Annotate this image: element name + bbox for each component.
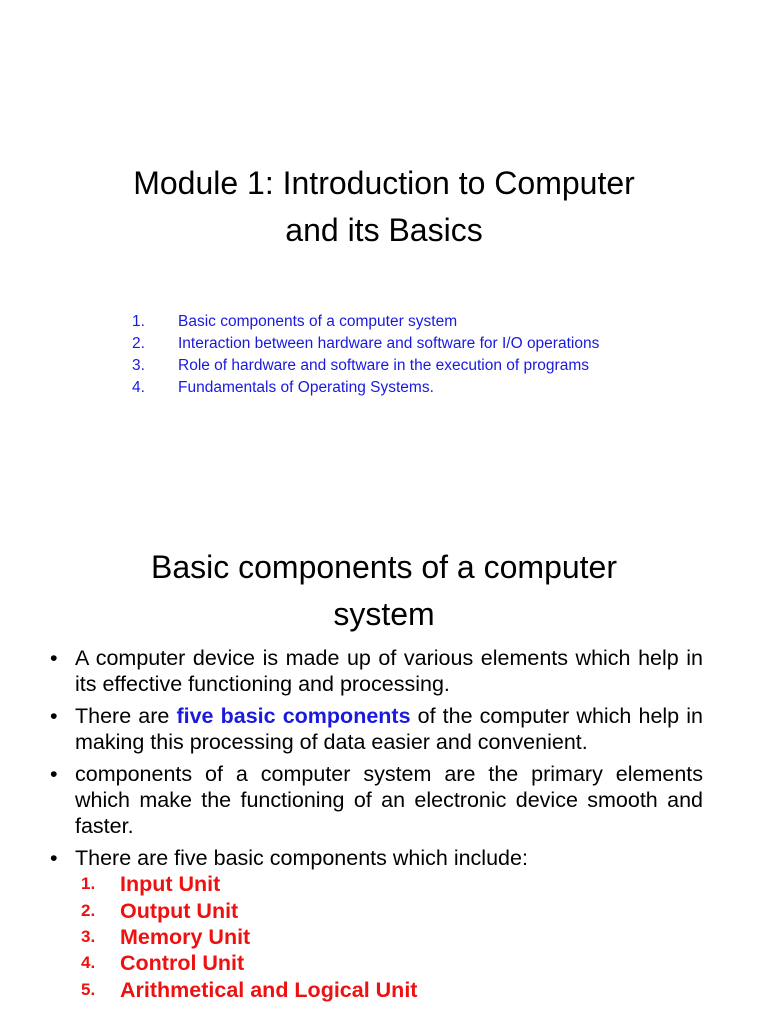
component-number: 3. bbox=[81, 927, 96, 947]
component-number: 5. bbox=[81, 979, 96, 999]
bullet-text: There are five basic components which include: bbox=[75, 845, 528, 870]
bullet-list bbox=[50, 645, 703, 1008]
component-item bbox=[75, 871, 703, 897]
topic-item bbox=[132, 334, 622, 354]
topic-item bbox=[132, 356, 622, 376]
component-label: Output Unit bbox=[120, 898, 239, 923]
component-list bbox=[75, 871, 703, 1003]
bullet-emphasis: five basic components bbox=[176, 703, 411, 728]
component-item bbox=[75, 977, 703, 1003]
bullet-dot-icon: • bbox=[50, 761, 58, 786]
slide-2-title-line-2: system bbox=[333, 596, 435, 632]
component-number: 4. bbox=[81, 953, 96, 973]
topic-text: Fundamentals of Operating Systems. bbox=[178, 379, 434, 396]
component-label: Input Unit bbox=[120, 872, 221, 897]
topic-text: Basic components of a computer system bbox=[178, 313, 458, 330]
bullet-item bbox=[50, 761, 703, 840]
bullet-dot-icon: • bbox=[50, 845, 58, 870]
bullet-item bbox=[50, 845, 703, 1003]
topic-number: 4. bbox=[132, 379, 145, 396]
slide-1-title-line-1: Module 1: Introduction to Computer bbox=[133, 165, 635, 201]
topic-number: 3. bbox=[132, 357, 145, 374]
bullet-text-pre: There are bbox=[75, 703, 177, 728]
bullet-text: A computer device is made up of various elements which help in its effective functioning and processing. bbox=[75, 646, 703, 697]
component-item bbox=[75, 950, 703, 976]
component-label: Control Unit bbox=[120, 951, 245, 976]
bullet-dot-icon: • bbox=[50, 703, 58, 728]
component-label: Memory Unit bbox=[120, 925, 251, 950]
topic-list bbox=[132, 312, 622, 400]
component-item bbox=[75, 898, 703, 924]
bullet-item bbox=[50, 703, 703, 756]
slide-2-title-line-1: Basic components of a computer bbox=[150, 549, 617, 585]
bullet-text-post: of the computer which help in making this processing of data easier and convenient. bbox=[75, 703, 703, 755]
slide-1-title-line-2: and its Basics bbox=[285, 212, 483, 248]
topic-item bbox=[132, 378, 622, 398]
slide-2-title bbox=[60, 544, 708, 638]
bullet-item bbox=[50, 645, 703, 698]
topic-item bbox=[132, 312, 622, 332]
topic-text: Interaction between hardware and software for I/O operations bbox=[178, 335, 600, 352]
component-label: Arithmetical and Logical Unit bbox=[120, 977, 418, 1002]
topic-number: 1. bbox=[132, 313, 145, 330]
component-item bbox=[75, 924, 703, 950]
topic-text: Role of hardware and software in the execution of programs bbox=[178, 357, 589, 374]
component-number: 2. bbox=[81, 900, 96, 920]
slide-basic-components bbox=[0, 520, 768, 1024]
bullet-dot-icon: • bbox=[50, 646, 58, 670]
topic-number: 2. bbox=[132, 335, 145, 352]
bullet-text: components of a computer system are the primary elements which make the functioning of an electronic device smooth and faster. bbox=[75, 761, 703, 839]
component-number: 1. bbox=[81, 874, 96, 894]
slide-1-title bbox=[60, 160, 708, 254]
